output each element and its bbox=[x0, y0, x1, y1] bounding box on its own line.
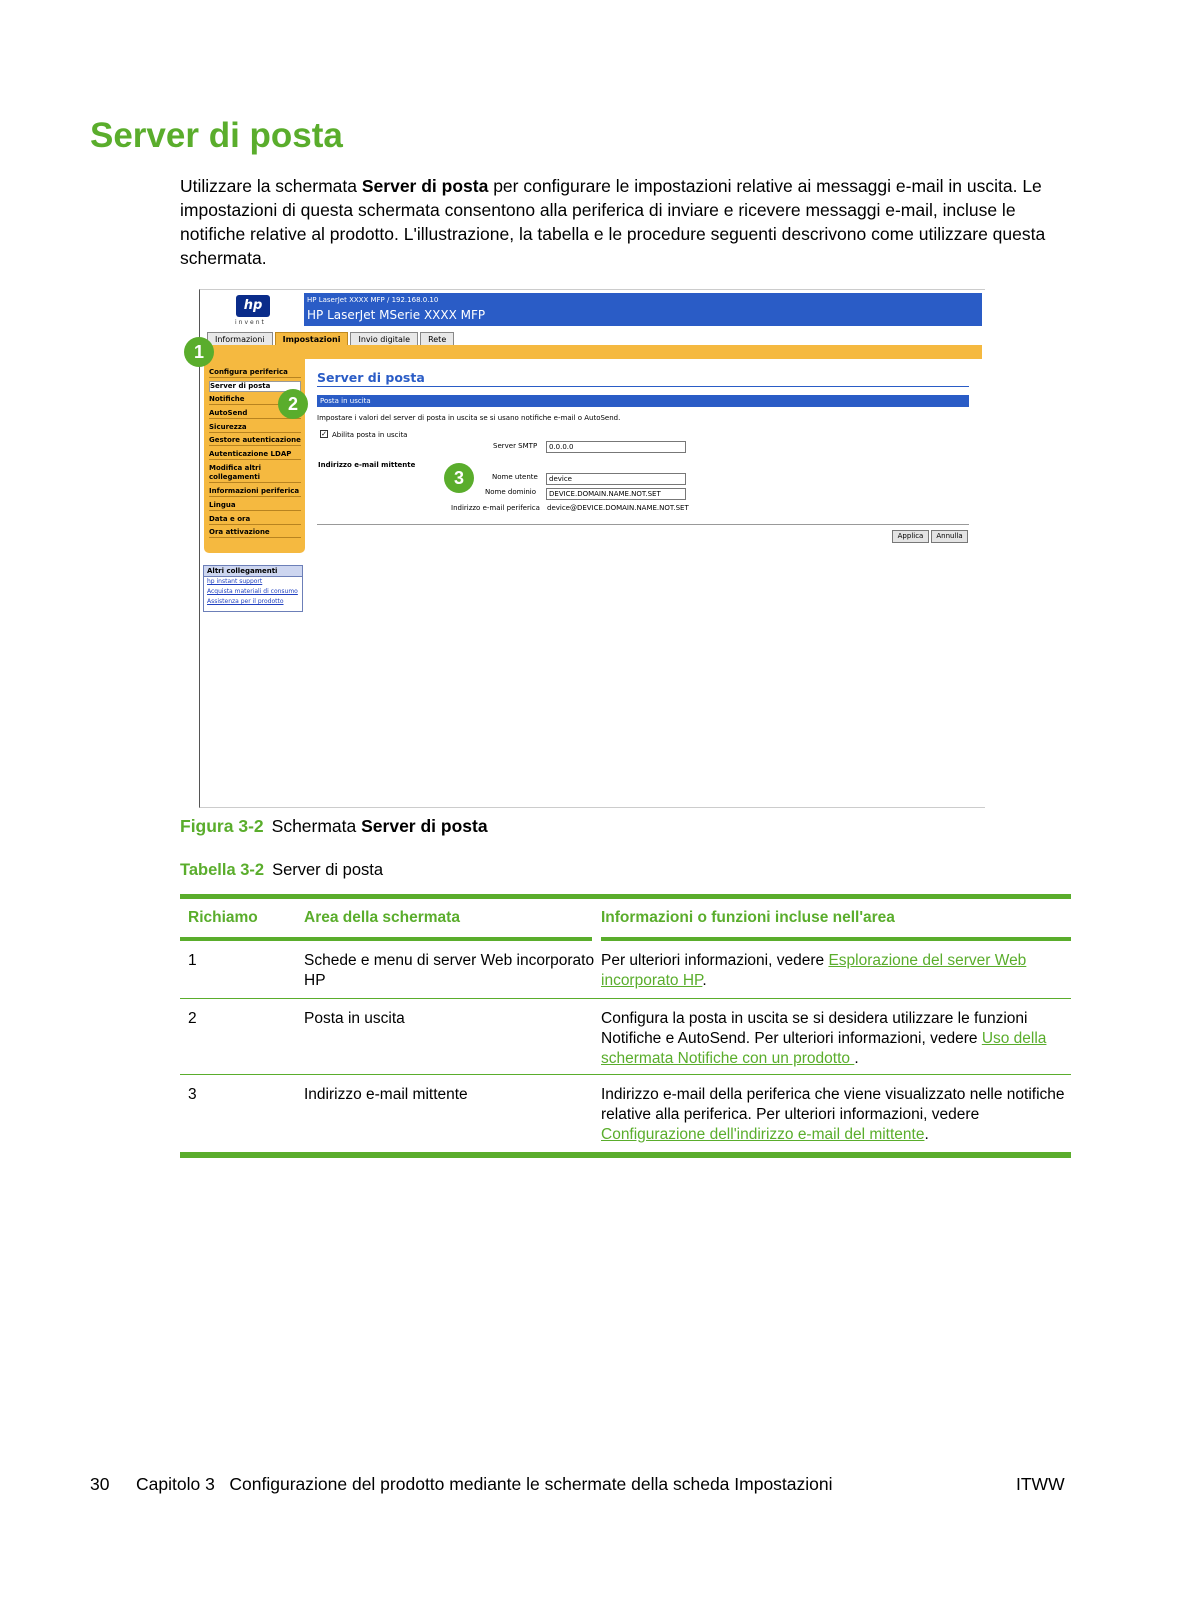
tab-invio-digitale[interactable]: Invio digitale bbox=[350, 332, 418, 345]
link-uso-schermata-notifiche[interactable]: Uso della schermata Notifiche con un prodotto bbox=[601, 1030, 1047, 1067]
table-row: 3 Indirizzo e-mail mittente Indirizzo e-mail della periferica che viene visualizzato nelle notifiche relative alla periferica. Per ulteriori informazioni, vedere Configurazione dell'indirizzo e-mail del mittente. bbox=[180, 1075, 1071, 1153]
link-acquista-materiali[interactable]: Acquista materiali di consumo bbox=[207, 588, 298, 595]
sidebar-item-data-e-ora[interactable]: Data e ora bbox=[209, 515, 301, 525]
device-address-label: Indirizzo e-mail periferica bbox=[451, 504, 540, 512]
table-bottom-rule bbox=[180, 1153, 1071, 1158]
sidebar-item-collegamenti[interactable]: collegamenti bbox=[209, 473, 301, 483]
tab-impostazioni[interactable]: Impostazioni bbox=[275, 332, 349, 345]
header-banner bbox=[304, 293, 982, 326]
sidebar-item-notifiche[interactable]: Notifiche bbox=[209, 395, 301, 405]
other-links-box bbox=[203, 565, 303, 612]
tab-rete[interactable]: Rete bbox=[420, 332, 454, 345]
cancel-button[interactable]: Annulla bbox=[931, 530, 968, 543]
sidebar-item-gestore-autenticazione[interactable]: Gestore autenticazione bbox=[209, 436, 301, 444]
table-row: 1 Schede e menu di server Web incorporato HP Per ulteriori informazioni, vedere Esplorazione del server Web incorporato HP. bbox=[180, 941, 1071, 999]
domain-name-label: Nome dominio bbox=[485, 488, 537, 496]
footer-page-number: 30 bbox=[90, 1474, 110, 1494]
hp-logo-tagline: invent bbox=[235, 319, 266, 326]
callout-2: 2 bbox=[278, 389, 308, 419]
header-informazioni: Informazioni o funzioni incluse nell'area bbox=[601, 909, 895, 926]
sidebar-item-informazioni-periferica[interactable]: Informazioni periferica bbox=[209, 487, 300, 495]
callout-1: 1 bbox=[184, 337, 214, 367]
enable-outgoing-label: Abilita posta in uscita bbox=[332, 431, 408, 439]
tab-underline-bar bbox=[204, 345, 982, 359]
section-bar: Posta in uscita bbox=[317, 395, 969, 407]
sidebar-item-server-di-posta[interactable]: Server di posta bbox=[209, 381, 301, 392]
user-name-input[interactable]: device bbox=[546, 473, 686, 485]
callout-3: 3 bbox=[444, 463, 474, 493]
form-divider bbox=[317, 524, 969, 525]
figure-caption: Figura 3-2 Schermata Server di posta bbox=[180, 816, 488, 836]
screen-heading: Server di posta bbox=[317, 370, 425, 385]
heading-rule bbox=[317, 386, 969, 387]
footer-chapter: Capitolo 3 Configurazione del prodotto mediante le schermate della scheda Impostazioni bbox=[136, 1474, 833, 1494]
table-caption: Tabella 3-2 Server di posta bbox=[180, 861, 384, 879]
table-row: 2 Posta in uscita Configura la posta in uscita se si desidera utilizzare le funzioni Notifiche e AutoSend. Per ulteriori informazioni, vedere Uso della schermata Notifiche con un prodotto . bbox=[180, 999, 1071, 1075]
tab-informazioni[interactable]: Informazioni bbox=[207, 332, 273, 345]
page-title: Server di posta bbox=[90, 116, 343, 155]
sidebar-item-sicurezza[interactable]: Sicurezza bbox=[209, 423, 301, 433]
banner-product-name: HP LaserJet MSerie XXXX MFP bbox=[307, 308, 486, 322]
sidebar-item-modifica-altri[interactable]: Modifica altri bbox=[209, 464, 262, 472]
other-links-title: Altri collegamenti bbox=[204, 566, 302, 577]
sidebar-item-lingua[interactable]: Lingua bbox=[209, 501, 301, 511]
domain-name-input[interactable]: DEVICE.DOMAIN.NAME.NOT.SET bbox=[546, 488, 686, 500]
smtp-server-input[interactable]: 0.0.0.0 bbox=[546, 441, 686, 453]
link-esplorazione-server-web[interactable]: Esplorazione del server Web incorporato HP bbox=[601, 952, 1027, 989]
section-description: Impostare i valori del server di posta in uscita se si usano notifiche e-mail o AutoSend. bbox=[317, 414, 621, 422]
figure-screenshot bbox=[193, 289, 985, 808]
callout-table bbox=[180, 894, 1071, 1158]
tab-bar bbox=[207, 332, 454, 345]
user-name-label: Nome utente bbox=[492, 473, 538, 481]
footer-code: ITWW bbox=[1016, 1474, 1065, 1494]
intro-paragraph: Utilizzare la schermata Server di posta per configurare le impostazioni relative ai messaggi e-mail in uscita. Le impostazioni di questa schermata consentono alla periferica di inviare e ricevere messaggi e-mail, incluse le notifiche relative al prodotto. L'illustrazione, la tabella e le procedure seguenti descrivono come utilizzare questa schermata. bbox=[180, 176, 1046, 268]
link-configurazione-indirizzo-mittente[interactable]: Configurazione dell'indirizzo e-mail del mittente bbox=[601, 1126, 925, 1143]
header-area: Area della schermata bbox=[304, 909, 460, 926]
apply-button[interactable]: Applica bbox=[892, 530, 929, 543]
header-richiamo: Richiamo bbox=[188, 909, 258, 926]
table-header-rule bbox=[180, 937, 1071, 941]
enable-outgoing-checkbox[interactable]: ✓ bbox=[321, 430, 327, 438]
sidebar-item-autosend[interactable]: AutoSend bbox=[209, 409, 301, 419]
sender-address-heading: Indirizzo e-mail mittente bbox=[318, 461, 416, 469]
device-address-value: device@DEVICE.DOMAIN.NAME.NOT.SET bbox=[547, 504, 689, 512]
sidebar-item-autenticazione-ldap[interactable]: Autenticazione LDAP bbox=[209, 450, 301, 460]
table-header-row bbox=[180, 899, 1071, 937]
sidebar-menu bbox=[204, 359, 305, 553]
sidebar-item-configura-periferica[interactable]: Configura periferica bbox=[209, 368, 301, 378]
link-hp-instant-support[interactable]: hp instant support bbox=[207, 578, 263, 585]
hp-logo: hp bbox=[236, 295, 270, 317]
link-assistenza-prodotto[interactable]: Assistenza per il prodotto bbox=[207, 598, 284, 605]
banner-address: HP LaserJet XXXX MFP / 192.168.0.10 bbox=[307, 296, 439, 304]
smtp-label: Server SMTP bbox=[493, 442, 538, 450]
sidebar-item-ora-attivazione[interactable]: Ora attivazione bbox=[209, 528, 301, 538]
